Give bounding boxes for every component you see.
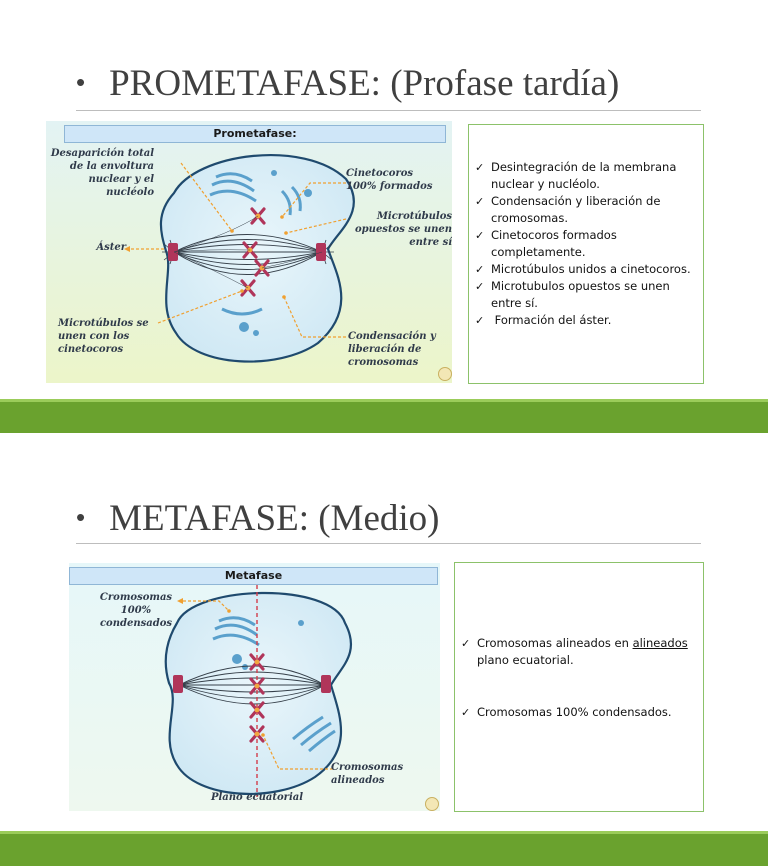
label-plano-ecuatorial: Plano ecuatorial — [210, 792, 304, 803]
title-underline — [76, 543, 701, 544]
watermark-icon — [425, 797, 439, 811]
list-item — [469, 261, 695, 278]
check-icon: ✓ — [475, 314, 485, 327]
list-item — [469, 227, 695, 261]
slide-title — [76, 62, 619, 105]
check-icon: ✓ — [475, 263, 485, 276]
list-item-text: Microtubulos opuestos se unen entre sí. — [491, 279, 670, 310]
metafase-figure — [69, 563, 440, 811]
prometafase-figure — [46, 121, 452, 383]
underlined-text: alineados — [632, 636, 688, 650]
slide-metafase — [0, 433, 768, 866]
label-cromosomas-alineados: Cromosomas alineados — [331, 762, 404, 786]
metafase-summary-box — [454, 562, 704, 812]
list-item-text: Microtúbulos unidos a cinetocoros. — [491, 262, 691, 276]
label-microtubulos-cinetocoros: Microtúbulos se unen con los cinetocoros — [58, 318, 149, 355]
list-item — [469, 159, 695, 193]
check-icon: ✓ — [461, 637, 471, 650]
check-icon: ✓ — [475, 195, 485, 208]
prometafase-summary-box — [468, 124, 704, 384]
label-cromosomas-condensados: Cromosomas 100% condensados — [99, 592, 173, 629]
slide-title-text: METAFASE: (Medio) — [109, 498, 440, 539]
list-item-text: Cromosomas 100% condensados. — [477, 705, 672, 719]
list-item — [469, 193, 695, 227]
list-item — [469, 278, 695, 312]
figure-header: Prometafase: — [64, 125, 446, 143]
bullet-dot: • — [76, 502, 86, 533]
label-desaparicion: Desaparición total de la envoltura nuclear y el nucléolo — [50, 148, 154, 198]
summary-list — [455, 635, 703, 721]
check-icon: ✓ — [475, 229, 485, 242]
label-condensacion: Condensación y liberación de cromosomas — [348, 331, 436, 368]
list-item-text: Condensación y liberación de cromosomas. — [491, 194, 661, 225]
check-icon: ✓ — [475, 161, 485, 174]
slide-footer-band — [0, 831, 768, 866]
slide-footer-band — [0, 399, 768, 433]
watermark-icon — [438, 367, 452, 381]
list-item — [469, 312, 695, 329]
check-icon: ✓ — [475, 280, 485, 293]
label-aster: Áster — [96, 242, 126, 253]
list-item-text: Desintegración de la membrana nuclear y nucléolo. — [491, 160, 677, 191]
summary-list — [469, 159, 703, 329]
title-underline — [76, 110, 701, 111]
slide-title-text: PROMETAFASE: (Profase tardía) — [109, 63, 620, 104]
figure-header: Metafase — [69, 567, 438, 585]
list-item-text: Cromosomas alineados en — [477, 636, 633, 650]
check-icon: ✓ — [461, 706, 471, 719]
list-item-text: Formación del áster. — [491, 313, 612, 327]
list-item-text: Cinetocoros formados completamente. — [491, 228, 617, 259]
label-microtubulos-opuestos: Microtúbulos opuestos se unen entre sí — [355, 211, 452, 248]
label-cinetocoros: Cinetocoros 100% formados — [346, 168, 433, 192]
bullet-dot: • — [76, 67, 86, 98]
list-item — [455, 704, 695, 721]
list-item — [455, 635, 695, 669]
list-item-text-tail: plano ecuatorial. — [477, 653, 574, 667]
slide-title — [76, 497, 439, 540]
